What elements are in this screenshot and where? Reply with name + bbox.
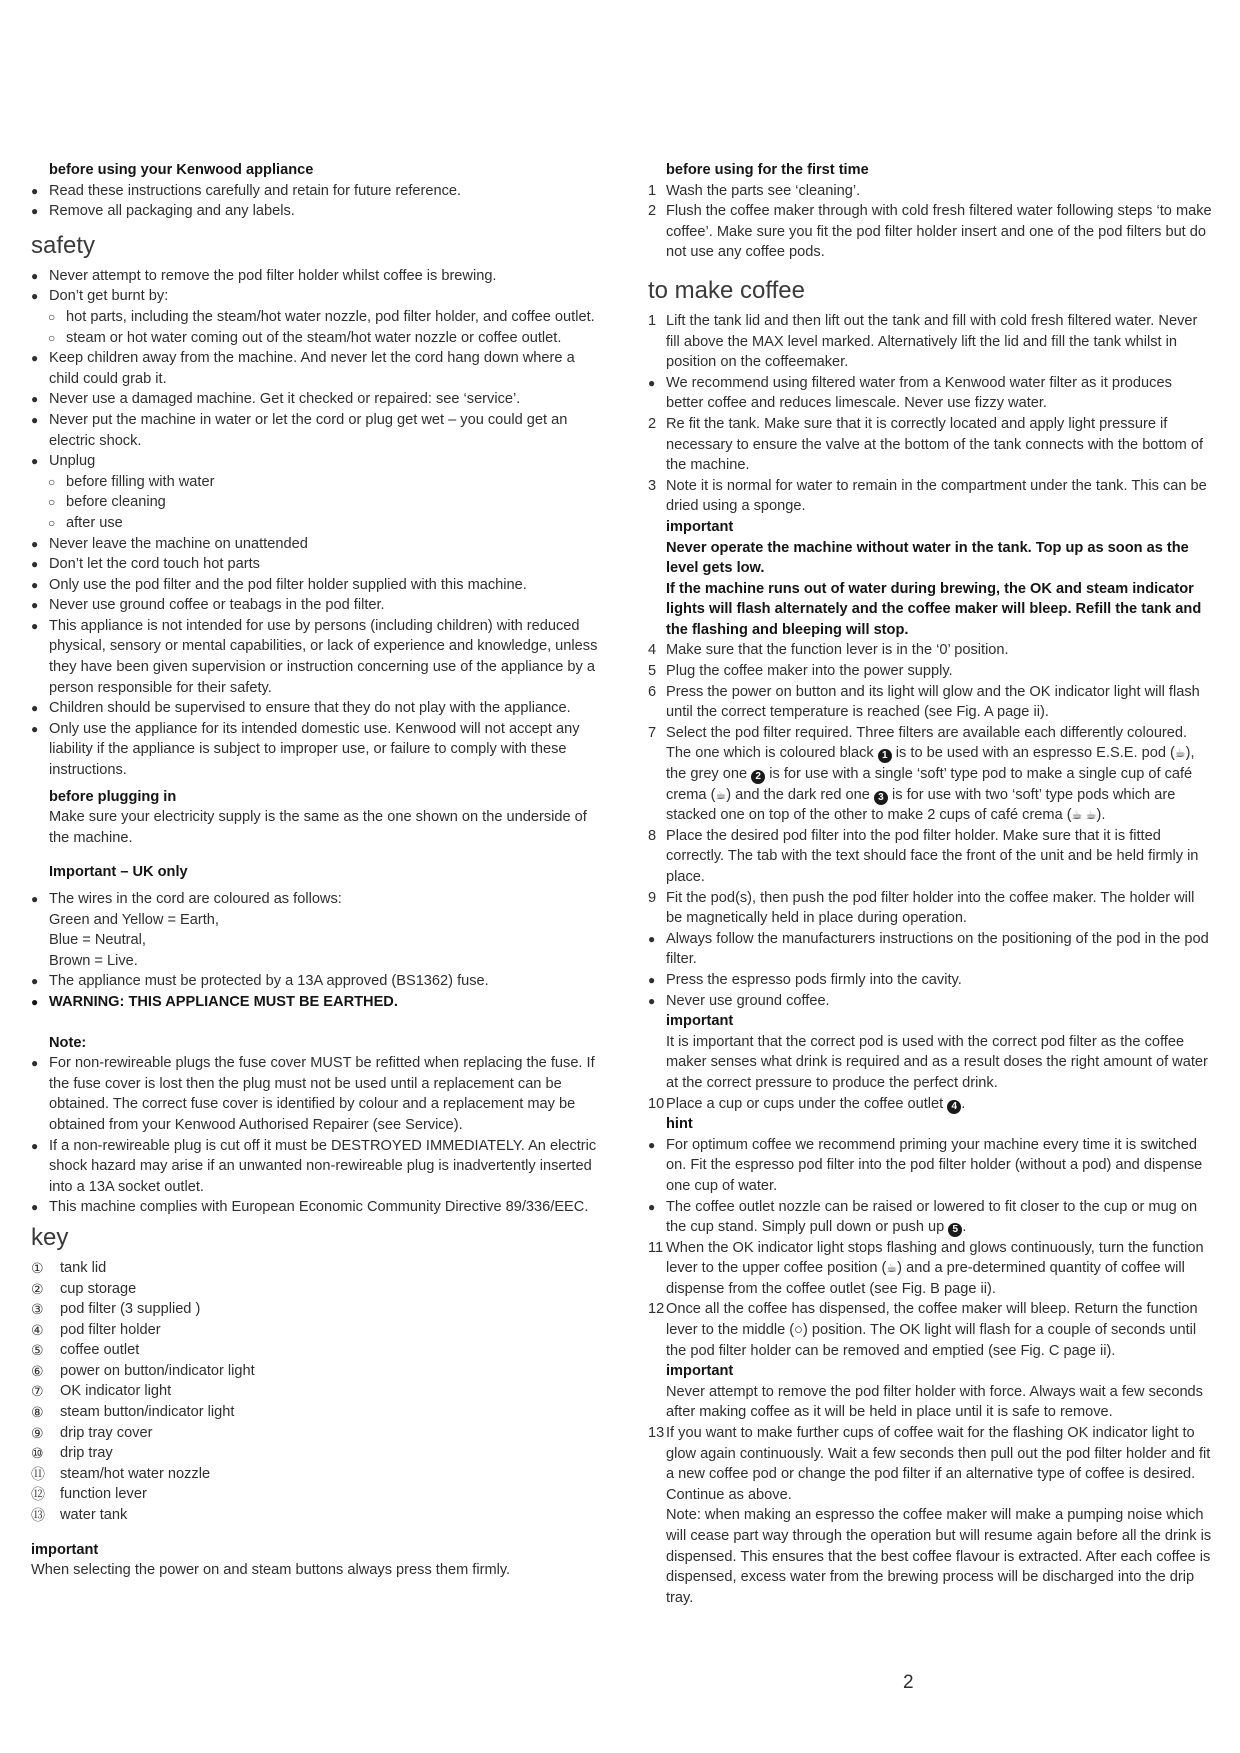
bullet-icon: ● — [31, 412, 39, 427]
bullet-icon: ● — [31, 618, 39, 633]
key-item: ⑥ power on button/indicator light — [31, 1362, 255, 1379]
step-item: 12 Once all the coffee has dispensed, the coffee maker will bleep. Return the function lever to the middle (○) position. The OK light will flash for a couple of seconds until the pod filter holder can be removed and emptied (see Fig. C page ii). — [648, 1301, 1198, 1359]
important-text: If the machine runs out of water during brewing, the OK and steam indicator lights will flash alternately and the coffee maker will bleep. Refill the tank and the flashing and bleeping will stop. — [666, 580, 1202, 638]
important-text: Never attempt to remove the pod filter holder with force. Always wait a few seconds after making coffee as it will be held in place until it is safe to remove. — [666, 1383, 1203, 1421]
bullet-icon: ● — [31, 454, 39, 469]
crema-cup-icon: ☕ — [715, 787, 727, 802]
note-text: Note: when making an espresso the coffee maker will make a pumping noise which will cease part way through the operation but will resume again before all the drink is dispensed. This ensures that the best coffee flavour is extracted. After each coffee is dispensed, excess water from the brewing process will be discharged into the drip tray. — [666, 1507, 1212, 1606]
step-item: 1 Lift the tank lid and then lift out the tank and fill with cold fresh filtered water. Never fill above the MAX level marked. Alternatively lift the lid and fill the tank whilst in position on the coffeemaker. — [648, 312, 1198, 371]
two-cups-icon: ☕ ☕ — [1071, 808, 1097, 823]
important-text: It is important that the correct pod is used with the correct pod filter as the coffee maker senses what drink is required and as a result doses the right amount of water at the correct pressure to produce the perfect drink. — [666, 1033, 1208, 1091]
bullet-icon: ● — [31, 577, 39, 592]
list-item: ● Remove all packaging and any labels. — [31, 201, 601, 222]
list-item: ● We recommend using filtered water from a Kenwood water filter as it produces better coffee and reduces limescale. Never use fizzy water. — [648, 374, 1172, 412]
off-position-icon: ○ — [794, 1322, 803, 1339]
key-item: ⑪ steam/hot water nozzle — [31, 1465, 211, 1482]
wire-line: Brown = Live. — [49, 952, 138, 969]
make-coffee-title: to make coffee — [648, 276, 805, 304]
espresso-cup-icon: ☕ — [1174, 746, 1186, 761]
sub-item: ○ steam or hot water coming out of the steam/hot water nozzle or coffee outlet. — [31, 328, 601, 349]
important-text: When selecting the power on and steam buttons always press them firmly. — [31, 1562, 511, 1579]
list-item: ● Never use ground coffee. — [648, 991, 1213, 1012]
hint-heading: hint — [666, 1116, 693, 1133]
important-heading: important — [666, 1013, 734, 1030]
warning-item: ● WARNING: THIS APPLIANCE MUST BE EARTHED. — [31, 992, 601, 1013]
list-item: ● Keep children away from the machine. And never let the cord hang down where a child could grab it. — [31, 350, 575, 387]
key-title: key — [31, 1223, 69, 1251]
bullet-icon: ● — [31, 1056, 39, 1071]
bullet-icon: ● — [31, 598, 39, 613]
list-item: ● Only use the pod filter and the pod filter holder supplied with this machine. — [31, 575, 601, 596]
circle-bullet-icon: ○ — [48, 330, 56, 345]
callout-4-icon: 4 — [947, 1100, 961, 1114]
step-item: 5 Plug the coffee maker into the power supply. — [648, 663, 953, 680]
list-item: ● For non-rewireable plugs the fuse cover MUST be refitted when replacing the fuse. If the fuse cover is lost then the plug must not be used until a replacement can be obtained. The correct fuse cover is identified by colour and a replacement may be obtained from your Kenwood Authorised Repairer (see Service). — [31, 1055, 595, 1133]
important-text: Never operate the machine without water in the tank. Top up as soon as the level gets low. — [666, 539, 1189, 577]
bullet-icon: ● — [31, 721, 39, 736]
note-heading: Note: — [49, 1034, 87, 1051]
important-heading: important — [666, 518, 734, 535]
bullet-icon: ● — [648, 972, 656, 987]
bullet-icon: ● — [31, 289, 39, 304]
circle-bullet-icon: ○ — [48, 495, 56, 510]
key-item: ⑨ drip tray cover — [31, 1424, 153, 1441]
key-item: ⑦ OK indicator light — [31, 1383, 172, 1400]
step-item: 4 Make sure that the function lever is in the ‘0’ position. — [648, 642, 1009, 659]
before-plugging-heading: before plugging in — [49, 788, 177, 805]
bullet-icon: ● — [31, 1138, 39, 1153]
callout-2-icon: 2 — [751, 770, 765, 784]
bullet-icon: ● — [31, 268, 39, 283]
callout-3-icon: 3 — [874, 791, 888, 805]
key-item: ⑬ water tank — [31, 1507, 128, 1524]
list-item: ● Never attempt to remove the pod filter holder whilst coffee is brewing. — [31, 266, 601, 287]
step-item: 1 Wash the parts see ‘cleaning’. — [648, 182, 861, 199]
bullet-icon: ● — [648, 1199, 656, 1214]
key-item: ③ pod filter (3 supplied ) — [31, 1301, 201, 1318]
list-item: ● Don’t let the cord touch hot parts — [31, 554, 601, 575]
first-time-heading: before using for the first time — [666, 162, 869, 178]
before-plugging-text: Make sure your electricity supply is the same as the one shown on the underside of the machine. — [49, 809, 587, 846]
callout-5-icon: 5 — [948, 1223, 962, 1237]
sub-item: ○ before filling with water — [31, 472, 601, 493]
safety-title: safety — [31, 231, 96, 259]
list-item: ● Only use the appliance for its intended domestic use. Kenwood will not accept any liability if the appliance is subject to improper use, or failure to comply with these instructions. — [31, 720, 580, 779]
list-item: ● The wires in the cord are coloured as follows: — [31, 889, 601, 910]
bullet-icon: ● — [648, 1137, 656, 1152]
list-item: ● This machine complies with European Economic Community Directive 89/336/EEC. — [31, 1197, 601, 1218]
bullet-icon: ● — [31, 557, 39, 572]
coffee-position-icon: ☕ — [886, 1261, 898, 1276]
list-item: ● Children should be supervised to ensure that they do not play with the appliance. — [31, 698, 601, 719]
uk-only-heading: Important – UK only — [49, 864, 188, 881]
circle-bullet-icon: ○ — [48, 474, 56, 489]
bullet-icon: ● — [31, 351, 39, 366]
step-item: 13 If you want to make further cups of coffee wait for the flashing OK indicator light to glow again continuously. Wait a few seconds then pull out the pod filter holder and fit a new coffee pod or change the pod filter if an alternative type of coffee is desired. Continue as above. — [648, 1425, 1211, 1503]
step-item: 8 Place the desired pod filter into the pod filter holder. Make sure that it is fitted correctly. The tab with the text should face the front of the unit and be held firmly in place. — [648, 827, 1199, 885]
step-item: 10 Place a cup or cups under the coffee outlet 4 . — [648, 1095, 966, 1112]
bullet-icon: ● — [31, 1200, 39, 1215]
list-item: ● For optimum coffee we recommend priming your machine every time it is switched on. Fit the espresso pod filter into the pod filter holder (without a pod) and dispense one cup of water. — [648, 1136, 1203, 1194]
key-item: ④ pod filter holder — [31, 1321, 161, 1338]
step-item: 3 Note it is normal for water to remain in the compartment under the tank. This can be dried using a sponge. — [648, 477, 1207, 515]
list-item: ● Read these instructions carefully and retain for future reference. — [31, 181, 601, 202]
key-item: ⑫ function lever — [31, 1486, 147, 1503]
bullet-icon: ● — [31, 204, 39, 219]
list-item: ● Don’t get burnt by: — [31, 286, 601, 307]
list-item: ● Press the espresso pods firmly into the cavity. — [648, 970, 1213, 991]
bullet-icon: ● — [31, 892, 39, 906]
bullet-icon: ● — [648, 993, 656, 1008]
bullet-icon: ● — [648, 931, 656, 946]
list-item: ● Unplug — [31, 451, 601, 472]
left-column — [31, 160, 601, 1581]
key-item: ② cup storage — [31, 1280, 137, 1297]
wire-line: Green and Yellow = Earth, — [49, 911, 219, 928]
key-item: ⑧ steam button/indicator light — [31, 1404, 235, 1421]
list-item: ● The coffee outlet nozzle can be raised or lowered to fit closer to the cup or mug on the cup stand. Simply pull down or push up 5 . — [648, 1198, 1198, 1236]
list-item: ● If a non-rewireable plug is cut off it must be DESTROYED IMMEDIATELY. An electric shock hazard may arise if an unwanted non-rewireable plug is inadvertently inserted into a 13A socket outlet. — [31, 1137, 597, 1195]
list-item: ● Always follow the manufacturers instructions on the positioning of the pod in the pod filter. — [648, 930, 1209, 968]
sub-item: ○ after use — [31, 513, 601, 534]
bullet-icon: ● — [31, 974, 39, 989]
right-column — [648, 160, 1213, 1608]
bullet-icon: ● — [31, 701, 39, 716]
key-item: ⑤ coffee outlet — [31, 1342, 140, 1359]
key-item: ⑩ drip tray — [31, 1445, 113, 1462]
step-item: 2 Re fit the tank. Make sure that it is correctly located and apply light pressure if necessary to ensure the valve at the bottom of the tank connects with the bottom of the machine. — [648, 415, 1204, 474]
bullet-icon: ● — [31, 536, 39, 551]
bullet-icon: ● — [31, 994, 39, 1009]
bullet-icon: ● — [31, 392, 39, 407]
list-item: ● The appliance must be protected by a 13A approved (BS1362) fuse. — [31, 971, 601, 992]
list-item: ● Never put the machine in water or let the cord or plug get wet – you could get an electric shock. — [31, 411, 568, 449]
bullet-icon: ● — [648, 375, 656, 390]
list-item: ● Never use a damaged machine. Get it checked or repaired: see ‘service’. — [31, 389, 601, 410]
step-item: 7 Select the pod filter required. Three filters are available each differently coloured. The one which is coloured black 1 is to be used with an espresso E.S.E. pod (☕), the grey one 2 is for use with a single ‘soft’ type pod to make a single cup of café crema (☕) and the dark red one 3 is for use with two ‘soft’ type pods which are stacked one on top of the other to make 2 cups of café crema (☕ ☕). — [648, 723, 1213, 826]
step-item: 2 Flush the coffee maker through with cold fresh filtered water following steps ‘to make coffee’. Make sure you fit the pod filter holder insert and one of the pod filters but do not use any coffee pods. — [648, 203, 1212, 261]
step-item: 9 Fit the pod(s), then push the pod filter holder into the coffee maker. The holder will be magnetically held in place during operation. — [648, 889, 1195, 927]
wire-line: Blue = Neutral, — [49, 932, 146, 949]
step-item: 11 When the OK indicator light stops flashing and glows continuously, turn the function lever to the upper coffee position (☕) and a pre-determined quantity of coffee will dispense from the coffee outlet (see Fig. B page ii). — [648, 1239, 1204, 1297]
sub-item: ○ before cleaning — [31, 492, 601, 513]
circle-bullet-icon: ○ — [48, 309, 56, 324]
list-item: ● This appliance is not intended for use by persons (including children) with reduced physical, sensory or mental capabilities, or lack of experience and knowledge, unless they have been given supervision or instruction concerning use of the appliance by a person responsible for their safety. — [31, 617, 598, 696]
page-number: 2 — [903, 1672, 914, 1693]
step-item: 6 Press the power on button and its light will glow and the OK indicator light will flash until the correct temperature is reached (see Fig. A page ii). — [648, 683, 1200, 721]
circle-bullet-icon: ○ — [48, 515, 56, 530]
sub-item: ○ hot parts, including the steam/hot water nozzle, pod filter holder, and coffee outlet. — [31, 307, 601, 328]
important-heading: important — [666, 1363, 734, 1380]
bullet-icon: ● — [31, 183, 39, 198]
list-item: ● Never leave the machine on unattended — [31, 534, 601, 555]
important-heading: important — [31, 1541, 99, 1558]
before-using-heading: before using your Kenwood appliance — [49, 162, 314, 178]
key-item: ① tank lid — [31, 1259, 107, 1276]
list-item: ● Never use ground coffee or teabags in the pod filter. — [31, 595, 601, 616]
callout-1-icon: 1 — [878, 749, 892, 763]
